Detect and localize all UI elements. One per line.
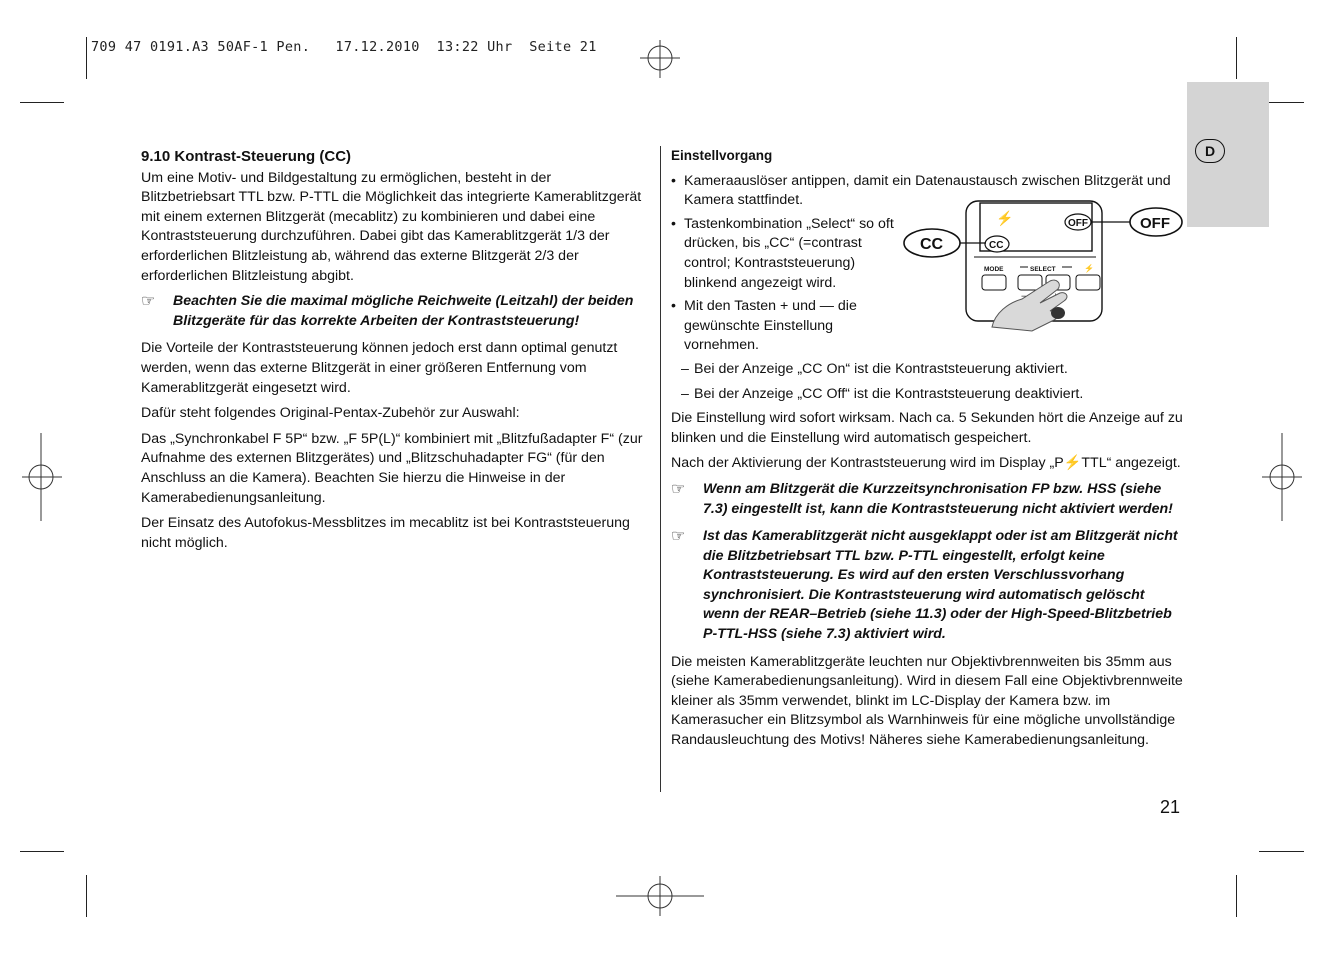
cc-callout-text: CC bbox=[920, 236, 944, 253]
list-item-text: Mit den Tasten + und — die gewünschte Einstellung vornehmen. bbox=[684, 298, 857, 354]
paragraph: Die meisten Kamerablitzgeräte leuchten nur Objektivbrennweiten bis 35mm aus (siehe Kamerabedienungsanleitung). Wird in diesem Fall eine Objektivbrennweite kleiner als 35mm verwendet, blinkt im LC-Display der Kamera bzw. im Kamerasucher ein Blitzsymbol als Warnhinweis für eine mögliche unvollständige Randausleuchtung des Motivs! Näheres siehe Kamerabedienungsanleitung. bbox=[671, 653, 1183, 749]
language-badge: D bbox=[1195, 139, 1225, 163]
pointing-hand-icon: ☞ bbox=[141, 293, 156, 311]
left-column bbox=[141, 147, 647, 559]
list-item-text: Tastenkombination „Select“ so oft drücken, bis „CC“ (=contrast control; Kontraststeuerung) blinkend angezeigt wird. bbox=[684, 215, 894, 291]
minus-label: − bbox=[1021, 291, 1027, 301]
list-item-text: Kameraauslöser antippen, damit ein Datenaustausch zwischen Blitzgerät und Kamera stattfindet. bbox=[684, 172, 1171, 209]
crop-mark bbox=[20, 102, 64, 103]
section-title: 9.10 Kontrast-Steuerung (CC) bbox=[141, 148, 352, 165]
flash-control-diagram bbox=[900, 195, 1190, 335]
list-item bbox=[671, 215, 901, 293]
list-item bbox=[681, 385, 1183, 405]
note-text: Ist das Kamerablitzgerät nicht ausgeklappt oder ist am Blitzgerät nicht die Blitzbetriebsart TTL bzw. P-TTL eingestellt, erfolgt keine Kontraststeuerung. Es wird auf den ersten Verschlussvorhang synchronisiert. Die Kontraststeuerung wird automatisch gelöscht wenn der REAR–Betrieb (siehe 11.3) oder der High-Speed-Blitzbetrieb P-TTL-HSS (siehe 7.3) aktiviert wird. bbox=[703, 528, 1178, 643]
paragraph: Dafür steht folgendes Original-Pentax-Zubehör zur Auswahl: bbox=[141, 405, 520, 422]
off-callout-text: OFF bbox=[1140, 215, 1170, 232]
crop-mark bbox=[86, 37, 87, 79]
paragraph: Die Einstellung wird sofort wirksam. Nach ca. 5 Sekunden hört die Anzeige auf zu blinken und die Einstellung wird automatisch gespeichert. bbox=[671, 410, 1183, 446]
crop-mark bbox=[1259, 851, 1304, 852]
mode-button bbox=[982, 275, 1006, 290]
paragraph: Um eine Motiv- und Bildgestaltung zu ermöglichen, besteht in der Blitzbetriebsart TTL bzw. P-TTL die Möglichkeit das integrierte Kamerablitzgerät mit einem externen Blitzgerät (mecablitz) zu kombinieren und dabei eine Kontraststeuerung durchzuführen. Dabei gibt das Kamerablitzgerät 1/3 der erforderlichen Blitzleistung ab, während das externe Blitzgerät 2/3 der erforderlichen Blitzleistung abgibt. bbox=[141, 169, 642, 284]
note bbox=[141, 292, 647, 331]
crop-mark bbox=[1236, 875, 1237, 917]
crop-mark bbox=[20, 851, 64, 852]
column-divider bbox=[660, 146, 661, 792]
dash-icon: – bbox=[681, 360, 689, 377]
flash-button bbox=[1076, 275, 1100, 290]
lcd-cc-text: CC bbox=[989, 240, 1004, 251]
paragraph: Nach der Aktivierung der Kontraststeuerung wird im Display „P⚡TTL“ angezeigt. bbox=[671, 455, 1181, 472]
paragraph: Die Vorteile der Kontraststeuerung können jedoch erst dann optimal genutzt werden, wenn das externe Blitzgerät in einer größeren Entfernung vom Kamerablitzgerät eingesetzt wird. bbox=[141, 340, 618, 396]
note-text: Wenn am Blitzgerät die Kurzzeitsynchronisation FP bzw. HSS (siehe 7.3) eingestellt ist, kann die Kontraststeuerung nicht aktiviert werden! bbox=[703, 480, 1173, 517]
paragraph: Der Einsatz des Autofokus-Messblitzes im mecablitz ist bei Kontraststeuerung nicht möglich. bbox=[141, 515, 630, 551]
minus-button bbox=[1018, 275, 1042, 290]
dash-icon: – bbox=[681, 385, 689, 402]
bullet-icon: • bbox=[671, 298, 676, 315]
list-item bbox=[681, 360, 1183, 380]
crop-mark bbox=[86, 875, 87, 917]
print-slug: 709 47 0191.A3 50AF-1 Pen. 17.12.2010 13:22 Uhr Seite 21 bbox=[91, 39, 597, 55]
bullet-icon: • bbox=[671, 172, 676, 189]
flash-button-icon: ⚡ bbox=[1084, 264, 1094, 273]
note bbox=[671, 480, 1183, 519]
pointing-hand-icon: ☞ bbox=[671, 480, 686, 498]
mode-label: MODE bbox=[984, 266, 1004, 273]
note-text: Beachten Sie die maximal mögliche Reichweite (Leitzahl) der beiden Blitzgeräte für das korrekte Arbeiten der Kontraststeuerung! bbox=[173, 293, 634, 329]
note bbox=[671, 527, 1183, 645]
list-item-text: Bei der Anzeige „CC On“ ist die Kontraststeuerung aktiviert. bbox=[694, 360, 1068, 377]
list-item bbox=[671, 297, 911, 356]
subsection-title: Einstellvorgang bbox=[671, 148, 773, 163]
page-number: 21 bbox=[1160, 797, 1181, 817]
paragraph: Das „Synchronkabel F 5P“ bzw. „F 5P(L)“ kombiniert mit „Blitzfußadapter F“ (zur Aufnahme des externen Blitzgerätes) und „Blitzschuhadapter FG“ (für den Anschluss an die Kamera). Beachten Sie hierzu die Hinweise in der Kamerabedienungsanleitung. bbox=[141, 430, 643, 506]
pointing-hand-icon: ☞ bbox=[671, 528, 686, 546]
lcd-off-text: OFF bbox=[1068, 218, 1088, 229]
bullet-icon: • bbox=[671, 215, 676, 232]
select-label: SELECT bbox=[1030, 266, 1056, 273]
list-item-text: Bei der Anzeige „CC Off“ ist die Kontraststeuerung deaktiviert. bbox=[694, 385, 1084, 402]
crop-mark bbox=[1236, 37, 1237, 79]
flash-lightning-icon: ⚡ bbox=[996, 210, 1014, 226]
